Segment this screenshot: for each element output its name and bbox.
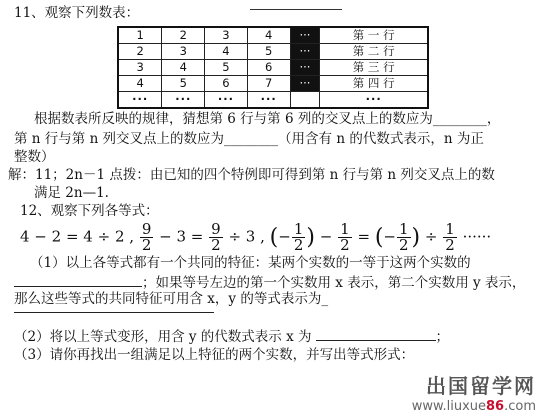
equation-minus-3: − 3 = xyxy=(159,227,204,246)
table-cell: 5 xyxy=(162,76,205,92)
watermark xyxy=(412,370,536,414)
denominator: 2 xyxy=(211,236,221,254)
q12-statement-2-wrap: （2）将以上等式变形，用含 y 的代数式表示 x 为 ； xyxy=(14,326,449,346)
denominator: 2 xyxy=(293,236,304,254)
denominator: 2 xyxy=(141,236,152,254)
table-cell: 第 三 行 xyxy=(320,60,428,76)
table-cell: ··· xyxy=(118,92,162,109)
watermark-title: 出国留学网 xyxy=(426,374,536,398)
table-cell: 4 xyxy=(118,76,162,92)
table-row xyxy=(118,44,428,60)
table-row xyxy=(118,76,428,92)
table-row xyxy=(118,92,428,109)
equals-sign: = xyxy=(357,227,371,246)
q11-title: 11、观察下列数表： xyxy=(14,5,140,21)
table-cell: 3 xyxy=(205,27,248,44)
q11-solution-2: 满足 2n—1. xyxy=(34,185,109,201)
equation-line xyxy=(20,222,491,253)
watermark-url-a: www.liuxue xyxy=(411,399,486,414)
table-cell: 4 xyxy=(247,27,290,44)
equation-div-3: ÷ 3 , xyxy=(228,227,265,246)
numerator: 9 xyxy=(141,220,152,238)
minus-sign: − xyxy=(278,227,291,246)
table-cell: 2 xyxy=(118,44,162,60)
table-cell: ··· xyxy=(290,27,320,44)
div-sign: ÷ xyxy=(424,227,438,246)
denominator: 2 xyxy=(445,236,455,254)
left-paren: ( xyxy=(269,225,279,250)
watermark-url-c: .com xyxy=(504,399,536,414)
watermark-url xyxy=(412,399,536,414)
table-cell: ··· xyxy=(247,92,290,109)
table-cell: ··· xyxy=(290,44,320,60)
top-underline xyxy=(250,9,342,10)
fraction-1-2-d xyxy=(443,222,457,253)
q12-statement-1b: ；如果等号左边的第一个实数用 x 表示，第二个实数用 y 表示， xyxy=(142,275,526,291)
left-paren: ( xyxy=(374,225,384,250)
table-cell: 6 xyxy=(247,60,290,76)
table-cell: 3 xyxy=(118,60,162,76)
table-cell: 第 二 行 xyxy=(320,44,428,60)
table-cell xyxy=(290,92,320,109)
number-table xyxy=(117,26,429,109)
minus-sign: − xyxy=(319,227,333,246)
answer-blank-line xyxy=(14,312,214,313)
q12-statement-3: （3）请你再找出一组满足以上特征的两个实数，并写出等式形式： xyxy=(14,347,415,363)
table-row xyxy=(118,60,428,76)
watermark-url-b: 86 xyxy=(486,399,505,414)
table-cell: 5 xyxy=(205,60,248,76)
right-paren: ) xyxy=(306,225,315,250)
equation-part-1: 4 − 2 = 4 ÷ 2 , xyxy=(20,227,135,246)
numerator: 1 xyxy=(340,220,350,238)
minus-sign: − xyxy=(383,227,396,246)
numerator: 9 xyxy=(211,220,221,238)
q12-statement-1c: 那么这些等式的共同特征可用含 x，y 的等式表示为_ xyxy=(14,291,329,307)
table-cell: 第 四 行 xyxy=(320,76,428,92)
table-cell: ··· xyxy=(205,92,248,109)
denominator: 2 xyxy=(398,236,409,254)
table-cell: 4 xyxy=(205,44,248,60)
table-cell: 3 xyxy=(162,44,205,60)
numerator: 1 xyxy=(293,220,304,238)
q12-title: 12、观察下列各等式： xyxy=(20,203,159,219)
ellipsis: ······ xyxy=(462,227,492,246)
right-paren: ) xyxy=(411,225,421,250)
q11-paragraph-2: 第 n 行与第 n 列交叉点上的数应为________（用含有 n 的代数式表示，n 为正 xyxy=(14,131,484,147)
table-cell: 5 xyxy=(247,44,290,60)
answer-blank xyxy=(316,326,436,341)
table-cell: ··· xyxy=(290,60,320,76)
q11-paragraph-1: 根据数表所反映的规律，猜想第 6 行与第 6 列的交叉点上的数应为________， xyxy=(34,111,501,127)
fraction-1-2-b xyxy=(338,222,352,253)
table-row xyxy=(118,27,428,44)
q12-statement-2: （2）将以上等式变形，用含 y 的代数式表示 x 为 xyxy=(14,329,312,345)
q11-paragraph-3: 整数） xyxy=(14,149,55,165)
q12-statement-1b-wrap xyxy=(14,272,525,292)
numerator: 1 xyxy=(398,220,409,238)
fraction-1-2 xyxy=(292,222,306,253)
table-cell: ··· xyxy=(290,76,320,92)
numerator: 1 xyxy=(445,220,455,238)
table-cell: 1 xyxy=(118,27,162,44)
table-cell: 4 xyxy=(162,60,205,76)
fraction-1-2-c xyxy=(397,222,411,253)
fraction-9-2 xyxy=(140,222,154,253)
answer-blank xyxy=(14,272,142,287)
q11-solution-1: 解：11；2n－1 点拨：由已知的四个特例即可得到第 n 行与第 n 列交叉点上的数 xyxy=(8,167,495,183)
table-cell: 2 xyxy=(162,27,205,44)
fraction-9-2-b xyxy=(209,222,223,253)
denominator: 2 xyxy=(340,236,350,254)
table-cell: ··· xyxy=(320,92,428,109)
table-cell: 7 xyxy=(247,76,290,92)
table-cell: 6 xyxy=(205,76,248,92)
table-cell: 第 一 行 xyxy=(320,27,428,44)
table-cell: ··· xyxy=(162,92,205,109)
q12-statement-1a: （1）以上各等式都有一个共同的特征：某两个实数的一等于这两个实数的 xyxy=(30,255,471,271)
